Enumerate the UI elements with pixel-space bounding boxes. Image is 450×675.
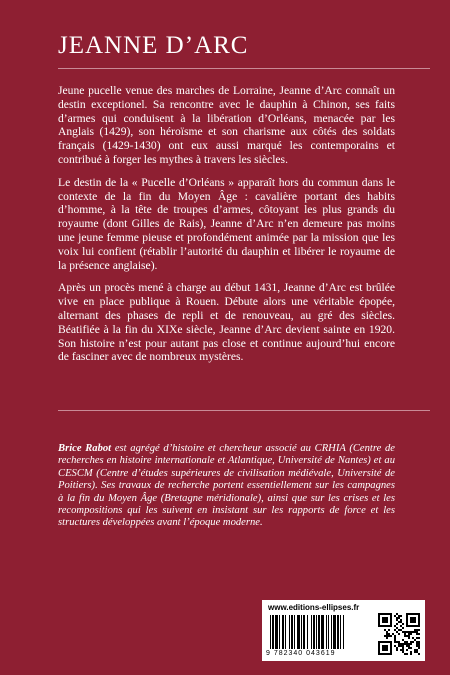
summary-paragraph: Après un procès mené à charge au début 1431, Jeanne d’Arc est brûlée vive en place publique à Rouen. Débute alors une véritable épopée, alternant des phases de repli et de renouveau, au gré des siècles. Béatifiée à la fin du XIXe siècle, Jeanne d’Arc devient sainte en 1920. Son histoire n’est pour autant pas close et continue aujourd’hui encore de fasciner avec de nombreux mystères. bbox=[58, 281, 395, 364]
title-divider bbox=[58, 68, 430, 69]
summary-paragraph: Le destin de la « Pucelle d’Orléans » apparaît hors du commun dans le contexte de la fin du Moyen Âge : cavalière portant des habits d’homme, à la tête de troupes d’armes, côtoyant les plus grands du royaume (dont Gilles de Rais), Jeanne d’Arc n’en demeure pas moins une jeune femme pieuse et profondément animée par la mission que les voix lui confient (rétablir l’autorité du dauphin et libérer le royaume de la présence anglaise). bbox=[58, 175, 395, 272]
qr-code bbox=[378, 613, 420, 655]
author-bio bbox=[58, 443, 395, 530]
author-name: Brice Rabot bbox=[58, 443, 112, 454]
summary-paragraph: Jeune pucelle venue des marches de Lorraine, Jeanne d’Arc connaît un destin exceptionel. Sa rencontre avec le dauphin à Chinon, ses faits d’armes qui conduisent à la libération d’Orléans, menacée par les Anglais (1429), son héroïsme et son charisme aux côtés des soldats français (1429-1430) ont eux aussi marqué les contemporains et contribué à forger les mythes à travers les siècles. bbox=[58, 84, 395, 166]
publisher-website: www.editions-ellipses.fr bbox=[268, 603, 360, 612]
book-title: JEANNE D’ARC bbox=[58, 32, 249, 59]
author-bio-text: est agrégé d’histoire et chercheur associé au CRHIA (Centre de recherches en histoire internationale et Atlantique, Université de Nantes) et au CESCM (Centre d’études supérieures de civilisation médiévale, Université de Poitiers). Ses travaux de recherche portent essentiellement sur les campagnes à la fin du Moyen Âge (Bretagne méridionale), ainsi que sur les crises et les recompositions qui les suivent en insistant sur les rapports de force et les structures développées avant l’époque moderne. bbox=[58, 443, 395, 529]
barcode-panel bbox=[262, 600, 425, 661]
section-divider bbox=[58, 410, 430, 411]
isbn-number: 9 782340 043619 bbox=[266, 650, 336, 657]
back-cover-summary bbox=[58, 84, 395, 373]
barcode bbox=[268, 615, 368, 649]
